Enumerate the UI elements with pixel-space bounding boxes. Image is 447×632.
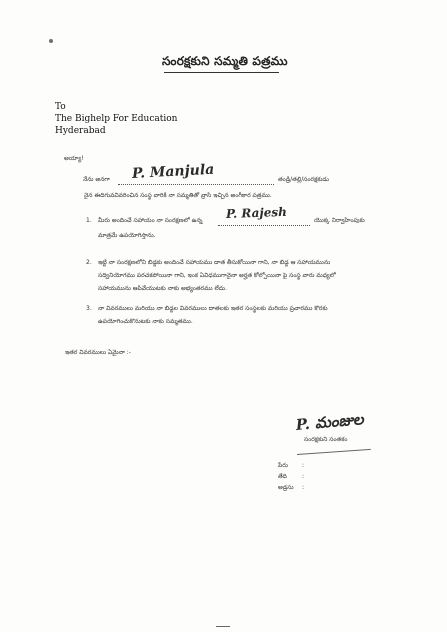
recipient-city: Hyderabad [55,126,106,136]
intro-suffix: తండ్రి/తల్లి/సంరక్షకుడు [278,176,329,183]
item-1-line-2: మాత్రమే ఉపయోగిస్తాను. [98,232,156,239]
item-1-suffix: యొక్క నిర్వాహింపుకు [314,217,365,224]
item-3-number: 3. [86,305,92,312]
signature-caption: సంరక్షకుని సంతకం [304,436,348,443]
handwritten-name: P. Manjula [131,161,215,182]
intro-line-2: నైన ఈదిగువవివరించిన సంస్థ వారికి నా సమ్మతితో వ్రాసి ఇచ్చిన అంగీకార పత్రము. [84,192,272,199]
field-date-separator: : [302,473,305,480]
item-2-number: 2. [86,259,92,266]
recipient-organization: The Bighelp For Education [55,114,178,124]
handwritten-signature: P. మంజుల [295,410,365,434]
field-name-label: పేరు [278,462,288,469]
signature-line [297,449,371,455]
item-3-line-1: నా వివరములు మరియు నా బిడ్డల వివరములు దాతలకు ఇతర సంస్థలకు మరియు ప్రచారము కొరకు [98,305,328,312]
item-2-line-1: ఇట్టి నా సంరక్షణలోని బిడ్డకు అందించే సహాయము దాత తీసుకోయినా గాని, నా బిడ్డ ఆ సహాయమును [98,259,331,266]
field-address-separator: : [302,484,305,491]
field-name-separator: : [302,462,305,469]
other-details-label: ఇతర వివరములు ఏమైనా :- [65,349,131,356]
item-2-line-2: సద్వినియోగము పరచకపోయినా గాని, ఇంక ఏవిధముగానైనా అర్హత కోల్పోయినా పై సంస్థ వారు మధ్యలో [98,272,336,279]
item-1-prefix: మీరు అందించే సహాయం నా సంరక్షణలో ఉన్న [98,217,203,224]
field-date-label: తేది [278,473,287,480]
salutation: అయ్యా! [64,155,84,162]
handwritten-child-name: P. Rajesh [225,204,288,221]
item-1-number: 1. [86,217,92,224]
page-title: సంరక్షకుని సమ్మతి పత్రము [162,54,288,68]
item-2-line-3: సహాయమును ఆపివేయుటకు నాకు అభ్యంతరము లేదు. [98,285,227,292]
child-name-fill-line [218,225,310,226]
intro-prefix: నేను అనగా [83,176,110,183]
name-fill-line [118,184,274,185]
field-address-label: అడ్రసు [278,484,294,491]
item-3-line-2: ఉపయోగించుకొనుటకు నాకు సమ్మతము. [98,318,193,325]
recipient-to: To [55,102,66,112]
bottom-scan-mark [216,626,230,627]
title-underline [164,72,279,73]
scan-dot-mark [49,39,53,43]
